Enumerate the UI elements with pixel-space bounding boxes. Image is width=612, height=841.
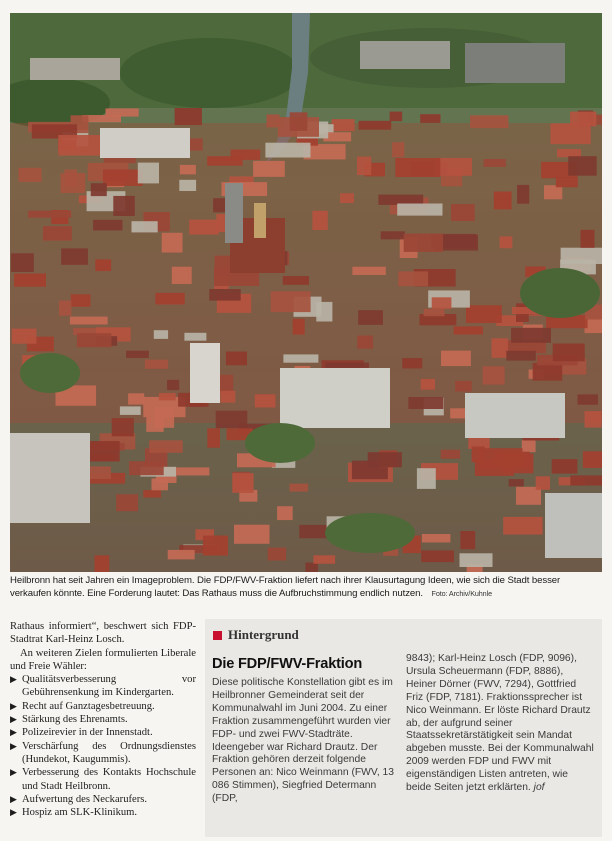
goal-text: Stärkung des Ehrenamts. [22, 714, 128, 726]
box-label [213, 627, 299, 643]
goal-text: Hospiz am SLK-Klinikum. [22, 807, 138, 819]
triangle-bullet-icon: ▶ [10, 793, 17, 804]
goal-text: Aufwertung des Neckarufers. [22, 793, 148, 805]
goal-list-item [10, 700, 196, 713]
author-initials: jof [533, 782, 545, 794]
triangle-bullet-icon: ▶ [10, 674, 17, 685]
goal-list-item [10, 726, 196, 739]
triangle-bullet-icon: ▶ [10, 714, 17, 725]
goal-list-item [10, 713, 196, 726]
goal-text: Polizeirevier in der Innenstadt. [22, 727, 153, 739]
goal-text: Qualitätsverbesserung vor Gebührensenkung im Kindergarten. [22, 674, 196, 699]
goal-list-item [10, 740, 196, 767]
triangle-bullet-icon: ▶ [10, 740, 17, 751]
box-column-1-text: Diese politische Konstellation gibt es im Heilbronner Gemeinderat seit der Kommunalwahl im Juni 2004. Zu einer Fraktion zusammengeführt wurden vier FDP- und zwei FWV-Stadträte. Ideengeber war Richard Drautz. Der Fraktion gehören derzeit folgende Personen an: Nico Weinmann (FWV, 13 086 Stimmen), Siegfried Determann (FDP, [212, 677, 395, 805]
photo-credit: Foto: Archiv/Kuhnle [431, 588, 492, 598]
triangle-bullet-icon: ▶ [10, 727, 17, 738]
triangle-bullet-icon: ▶ [10, 700, 17, 711]
goal-text: Recht auf Ganztagesbetreuung. [22, 700, 155, 712]
goal-text: Verschärfung des Ordnungsdienstes (Hundekot, Kaugummis). [22, 740, 196, 765]
photo-caption [10, 575, 602, 611]
goal-list-item [10, 793, 196, 806]
box-column-1 [212, 677, 399, 806]
aerial-city-photo [10, 13, 602, 572]
background-info-box [205, 619, 602, 837]
triangle-bullet-icon: ▶ [10, 807, 17, 818]
article-column [10, 620, 196, 819]
article-lead: An weiteren Zielen formulierten Liberale und Freie Wähler: [10, 647, 196, 672]
article-intro: Rathaus informiert“, beschwert sich FDP-Stadtrat Karl-Heinz Losch. [10, 621, 196, 646]
red-square-icon [213, 631, 222, 640]
goal-list [10, 673, 196, 819]
goal-text: Verbesserung des Kontakts Hochschule und Stadt Heilbronn. [22, 767, 196, 792]
box-title: Die FDP/FWV-Fraktion [212, 656, 363, 672]
goal-list-item [10, 806, 196, 819]
box-column-2 [406, 653, 595, 795]
triangle-bullet-icon: ▶ [10, 767, 17, 778]
box-column-2-text: 9843); Karl-Heinz Losch (FDP, 9096), Ursula Scheuermann (FDP, 8886), Heiner Dörner (FWV, 7294), Gottfried Friz (FDP, 7181). Fraktionssprecher ist Nico Weinmann. Er löste Richard Drautz ab, der aufgrund seiner Staatssekretärstätigkeit sein Mandat abgeben musste. Bei der Kommunalwahl 2009 werden FDP und FWV mit eigenständigen Listen antreten, wie beide Seiten jetzt erklärten. [406, 653, 594, 794]
caption-text: Heilbronn hat seit Jahren ein Imageproblem. Die FDP/FWV-Fraktion liefert nach ihrer Klausurtagung Ideen, wie sich die Stadt besser verkaufen könnte. Eine Forderung lautet: Das Rathaus muss die Aufbruchstimmung endlich nutzen. [10, 575, 561, 599]
goal-list-item [10, 673, 196, 700]
box-label-text: Hintergrund [228, 627, 299, 642]
goal-list-item [10, 766, 196, 793]
